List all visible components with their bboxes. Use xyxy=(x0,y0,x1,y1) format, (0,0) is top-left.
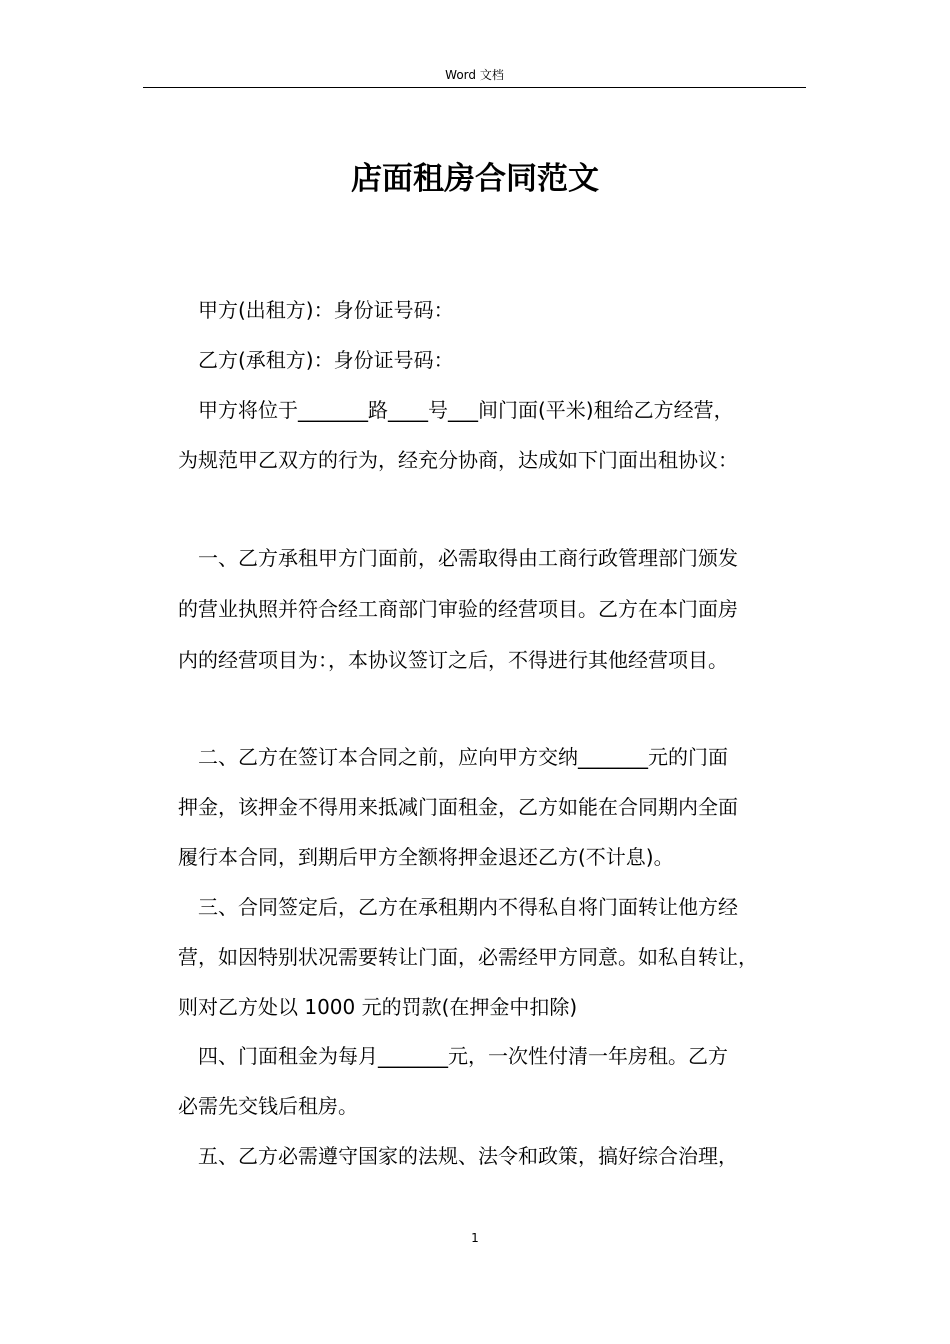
page-header: Word 文档 xyxy=(445,68,504,82)
body-line: 甲方(出租方)：身份证号码： xyxy=(198,298,454,322)
body-line: 甲方将位于_______路____号___间门面(平米)租给乙方经营， xyxy=(198,398,734,422)
body-line: 内的经营项目为：，本协议签订之后，不得进行其他经营项目。 xyxy=(178,648,728,672)
body-line: 一、乙方承租甲方门面前，必需取得由工商行政管理部门颁发 xyxy=(198,546,738,570)
page-number: 1 xyxy=(471,1231,479,1245)
body-line: 乙方(承租方)：身份证号码： xyxy=(198,348,454,372)
body-line: 营，如因特别状况需要转让门面，必需经甲方同意。如私自转让， xyxy=(178,945,758,969)
header-rule xyxy=(143,87,806,88)
body-line: 三、合同签定后，乙方在承租期内不得私自将门面转让他方经 xyxy=(198,895,738,919)
body-line: 五、乙方必需遵守国家的法规、法令和政策，搞好综合治理， xyxy=(198,1144,738,1168)
body-line: 为规范甲乙双方的行为，经充分协商，达成如下门面出租协议： xyxy=(178,448,738,472)
body-line: 必需先交钱后租房。 xyxy=(178,1094,358,1118)
document-title: 店面租房合同范文 xyxy=(351,161,599,197)
body-line: 履行本合同，到期后甲方全额将押金退还乙方(不计息)。 xyxy=(178,845,674,869)
body-line: 押金，该押金不得用来抵减门面租金，乙方如能在合同期内全面 xyxy=(178,795,738,819)
body-line: 则对乙方处以 1000 元的罚款(在押金中扣除) xyxy=(178,995,578,1019)
body-line: 的营业执照并符合经工商部门审验的经营项目。乙方在本门面房 xyxy=(178,597,738,621)
body-line: 二、乙方在签订本合同之前，应向甲方交纳_______元的门面 xyxy=(198,745,728,769)
body-line: 四、门面租金为每月_______元，一次性付清一年房租。乙方 xyxy=(198,1044,728,1068)
